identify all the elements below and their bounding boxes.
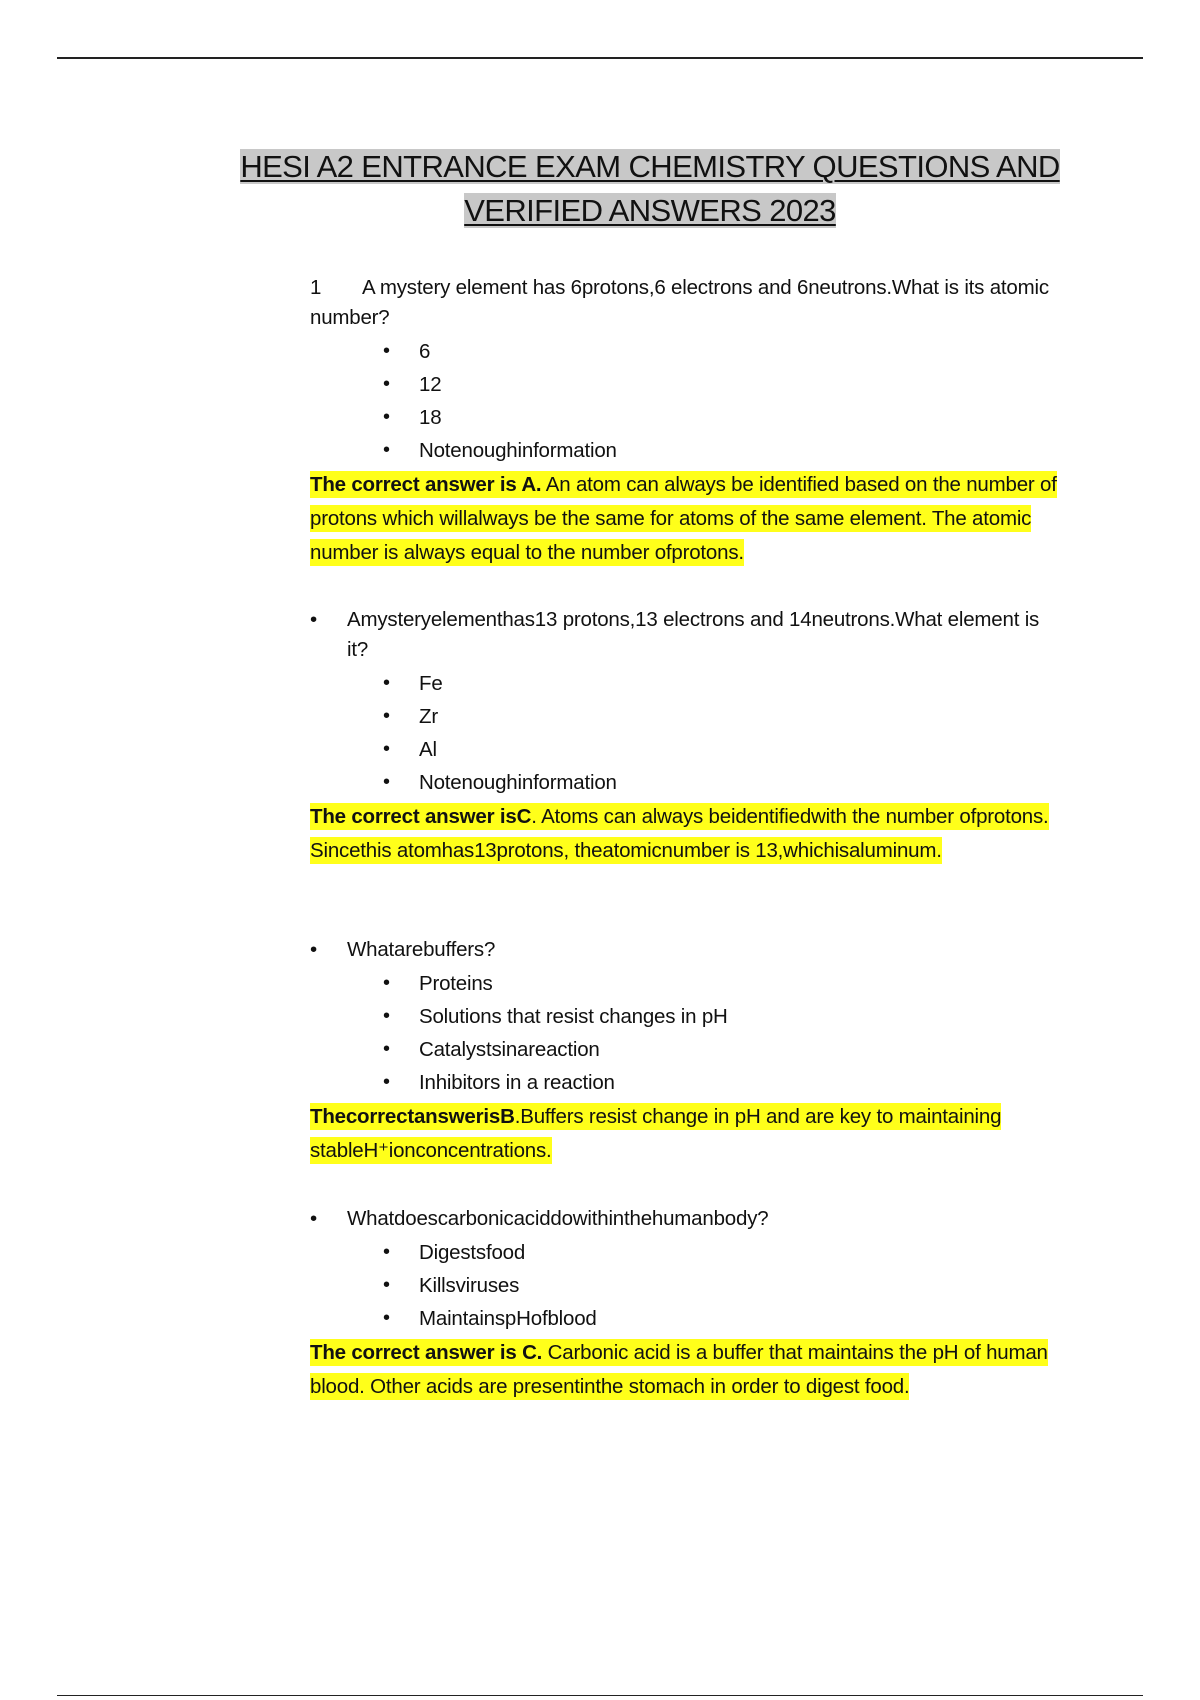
title-line-1: HESI A2 ENTRANCE EXAM CHEMISTRY QUESTIONS AND bbox=[240, 149, 1060, 184]
question-1-number: 1 bbox=[310, 276, 322, 299]
question-2-option-4: • Notenoughinformation bbox=[310, 766, 1060, 799]
question-2-answer bbox=[310, 800, 1060, 868]
question-2-option-2: • Zr bbox=[310, 700, 1060, 733]
question-1-option-4: • Notenoughinformation bbox=[310, 434, 1060, 467]
bullet-icon: • bbox=[383, 738, 390, 760]
question-1-text: A mystery element has 6protons,6 electrons and 6neutrons.What is its atomic number? bbox=[310, 276, 1049, 329]
answer-4-lead: The correct answer is C. bbox=[310, 1341, 543, 1364]
bullet-icon: • bbox=[383, 1071, 390, 1093]
question-3-option-2: • Solutions that resist changes in pH bbox=[310, 1000, 1060, 1033]
question-3 bbox=[310, 935, 1060, 1168]
question-3-option-4: • Inhibitors in a reaction bbox=[310, 1066, 1060, 1099]
question-4-option-3: • MaintainspHofblood bbox=[310, 1302, 1060, 1335]
bullet-icon: • bbox=[383, 1241, 390, 1263]
question-3-text: Whatarebuffers? bbox=[347, 938, 496, 961]
question-4-option-2: • Killsviruses bbox=[310, 1269, 1060, 1302]
bullet-icon: • bbox=[383, 373, 390, 395]
bullet-icon: • bbox=[383, 972, 390, 994]
question-3-bullet-icon: • bbox=[310, 938, 317, 961]
bottom-rule bbox=[57, 1695, 1143, 1696]
question-1 bbox=[310, 273, 1060, 570]
bullet-icon: • bbox=[383, 1307, 390, 1329]
answer-3-body: .Buffers resist change in pH and are key to maintaining stableH⁺ionconcentrations. bbox=[310, 1105, 1002, 1162]
answer-4-body: Carbonic acid is a buffer that maintains the pH of human blood. Other acids are presentinthe stomach in order to digest food. bbox=[310, 1341, 1048, 1398]
question-3-options bbox=[310, 967, 1060, 1099]
bullet-icon: • bbox=[383, 340, 390, 362]
bullet-icon: • bbox=[383, 1274, 390, 1296]
question-1-prompt bbox=[310, 273, 1060, 333]
bullet-icon: • bbox=[383, 406, 390, 428]
question-1-option-3: • 18 bbox=[310, 401, 1060, 434]
bullet-icon: • bbox=[383, 705, 390, 727]
question-4-options bbox=[310, 1236, 1060, 1335]
question-3-prompt bbox=[310, 935, 1060, 965]
question-1-answer bbox=[310, 468, 1060, 570]
question-2-bullet-icon: • bbox=[310, 608, 317, 631]
question-2-option-3: • Al bbox=[310, 733, 1060, 766]
answer-2-lead: The correct answer isC bbox=[310, 805, 532, 828]
question-4 bbox=[310, 1204, 1060, 1404]
question-4-prompt bbox=[310, 1204, 1060, 1234]
question-3-option-1: • Proteins bbox=[310, 967, 1060, 1000]
question-3-option-3: • Catalystsinareaction bbox=[310, 1033, 1060, 1066]
document-title bbox=[240, 145, 1060, 233]
answer-1-body: An atom can always be identified based on the number of protons which willalways be the same for atoms of the same element. The atomic number is always equal to the number ofprotons. bbox=[310, 473, 1057, 564]
question-2-option-1: • Fe bbox=[310, 667, 1060, 700]
bullet-icon: • bbox=[383, 1038, 390, 1060]
title-line-2: VERIFIED ANSWERS 2023 bbox=[464, 193, 836, 228]
question-3-answer bbox=[310, 1100, 1060, 1168]
answer-1-lead: The correct answer is A. bbox=[310, 473, 542, 496]
question-4-option-1: • Digestsfood bbox=[310, 1236, 1060, 1269]
bullet-icon: • bbox=[383, 672, 390, 694]
question-2-prompt bbox=[310, 605, 1060, 665]
question-2 bbox=[310, 605, 1060, 868]
answer-3-lead: ThecorrectanswerisB bbox=[310, 1105, 515, 1128]
question-2-options bbox=[310, 667, 1060, 799]
top-rule bbox=[57, 57, 1143, 59]
question-2-text: Amysteryelementhas13 protons,13 electrons and 14neutrons.What element is it? bbox=[347, 608, 1040, 661]
question-4-text: Whatdoescarbonicaciddowithinthehumanbody? bbox=[347, 1207, 769, 1230]
answer-2-body: . Atoms can always beidentifiedwith the number ofprotons. Sincethis atomhas13protons, theatomicnumber is 13,whichisaluminum. bbox=[310, 805, 1049, 862]
bullet-icon: • bbox=[383, 439, 390, 461]
question-4-answer bbox=[310, 1336, 1060, 1404]
question-4-bullet-icon: • bbox=[310, 1207, 317, 1230]
question-1-option-1: • 6 bbox=[310, 335, 1060, 368]
bullet-icon: • bbox=[383, 1005, 390, 1027]
question-1-option-2: • 12 bbox=[310, 368, 1060, 401]
bullet-icon: • bbox=[383, 771, 390, 793]
question-1-options bbox=[310, 335, 1060, 467]
